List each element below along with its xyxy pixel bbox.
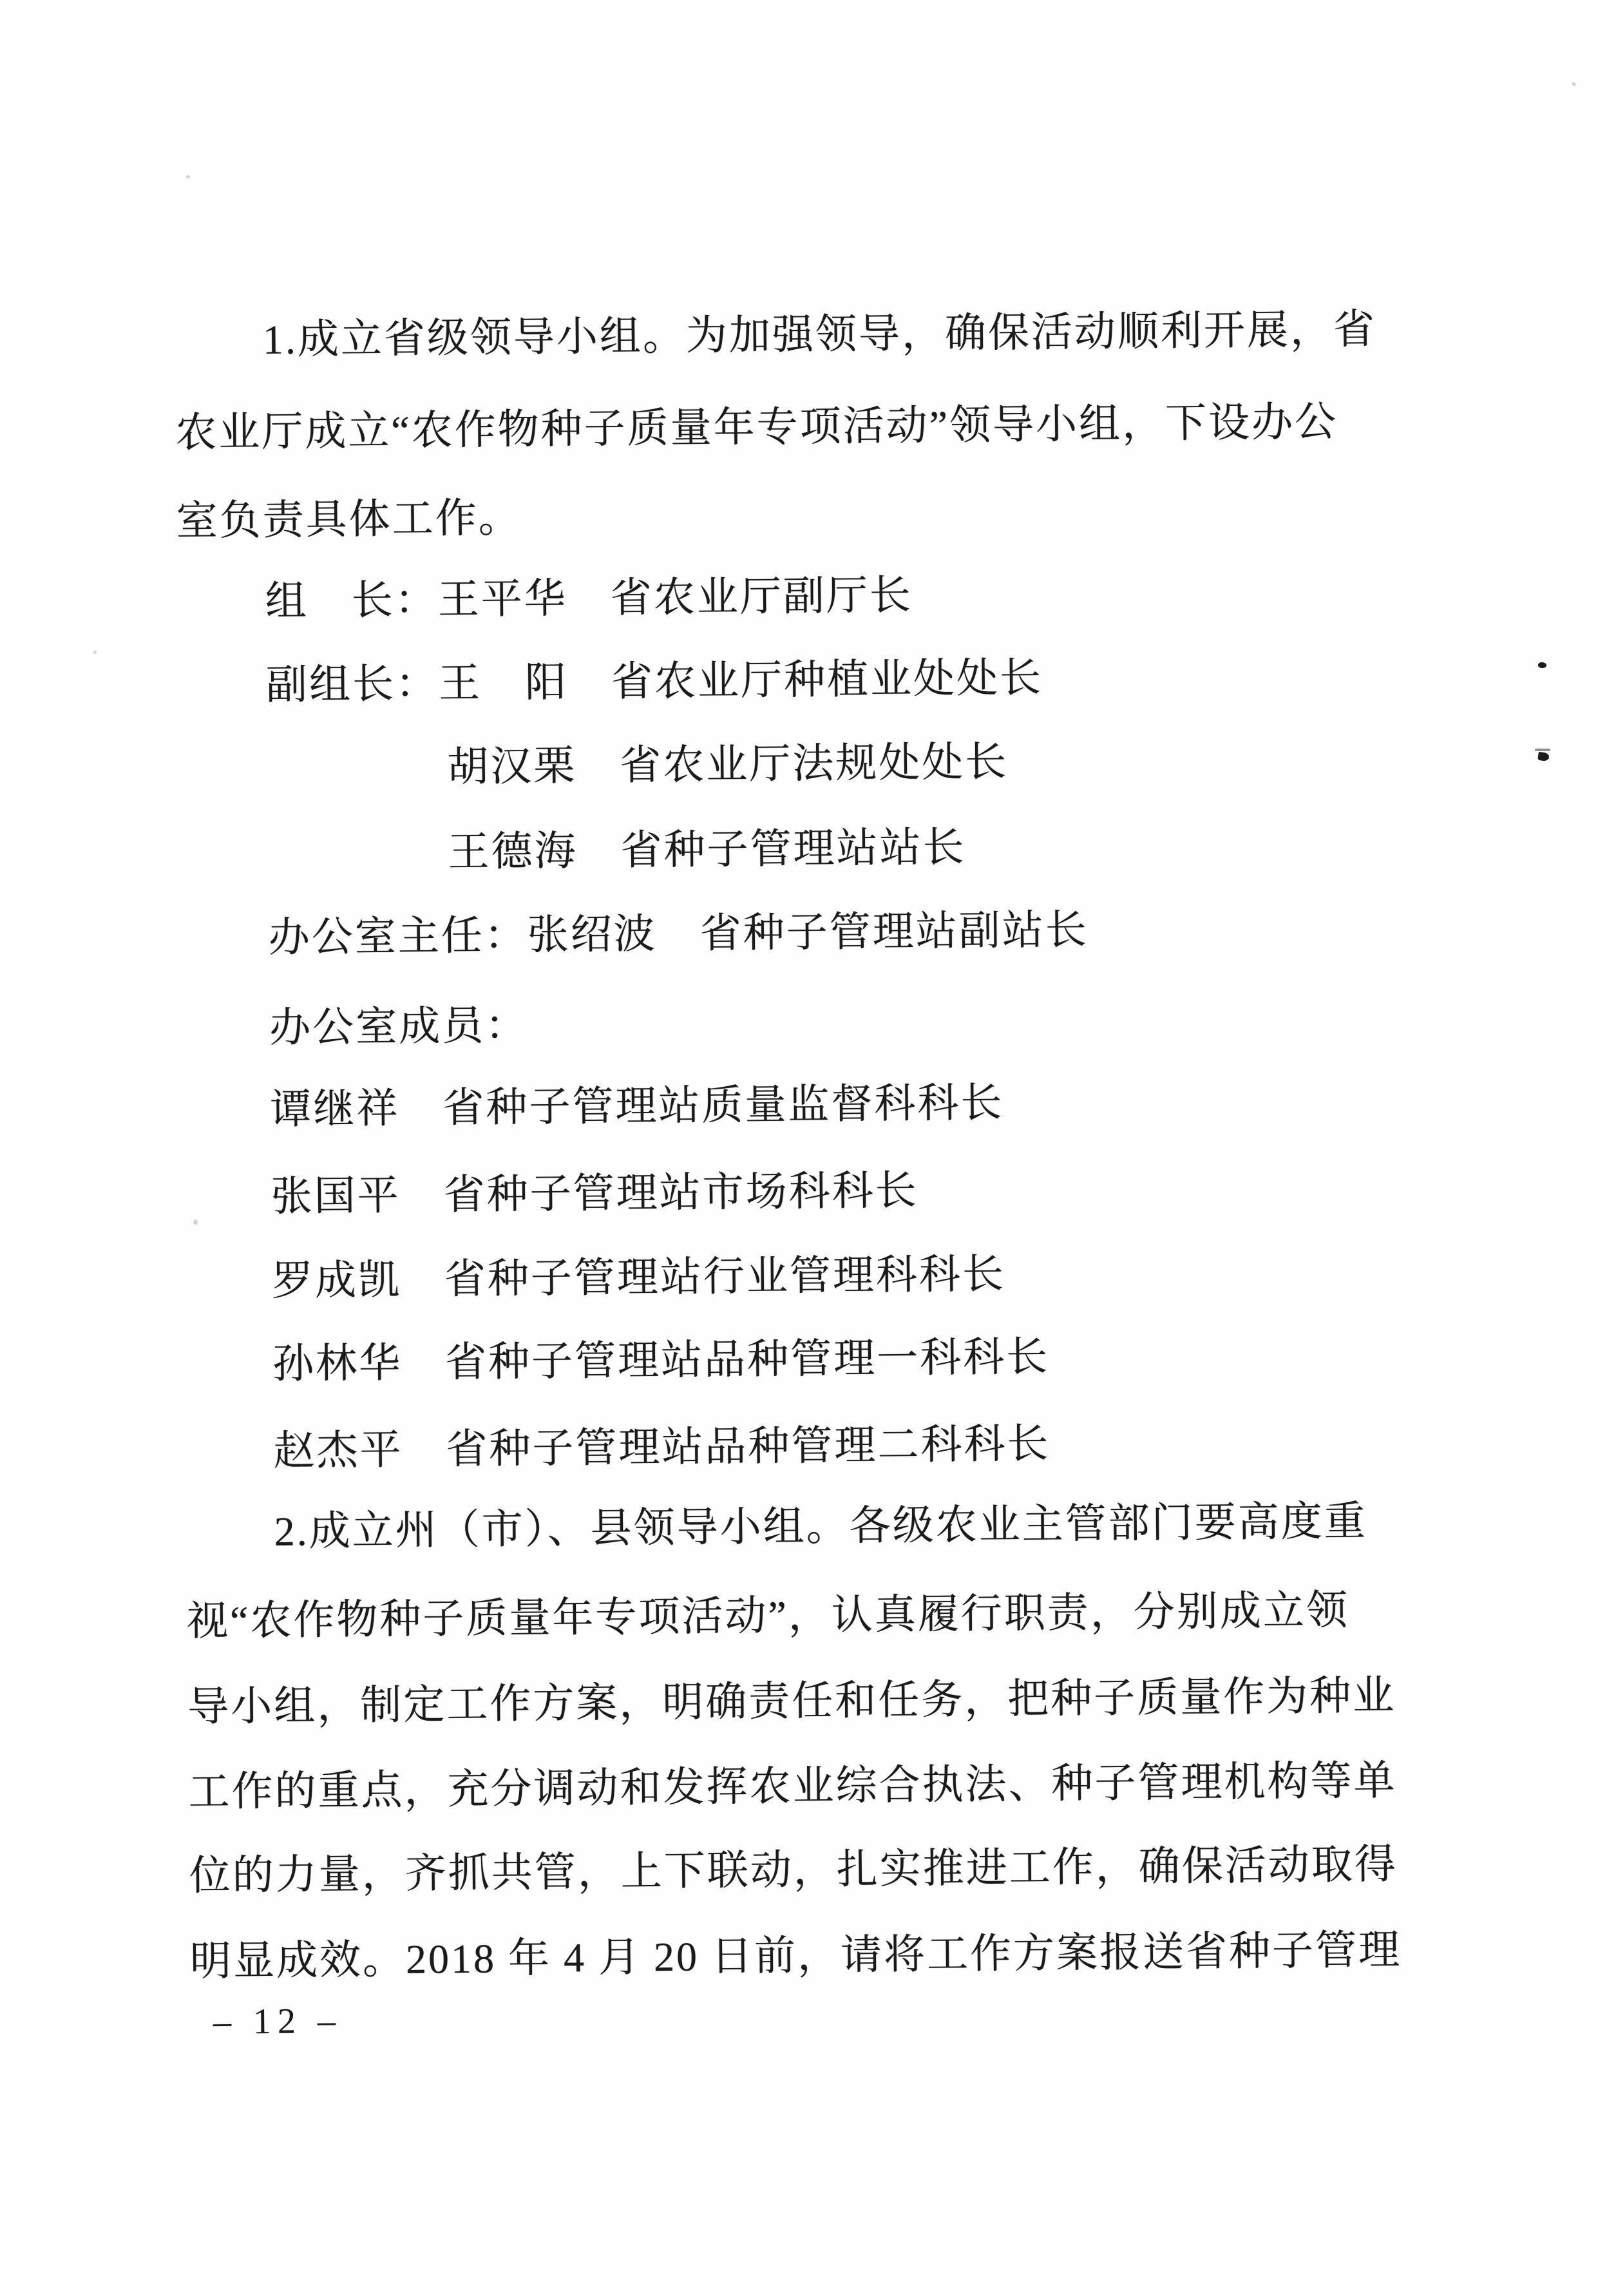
text-line: 视“农作物种子质量年专项活动”，认真履行职责，分别成立领 (186, 1587, 1350, 1645)
text-line-member: 赵杰平 省种子管理站品种管理二科科长 (273, 1421, 1051, 1474)
scan-speck (193, 1220, 198, 1225)
text-line: 位的力量，齐抓共管，上下联动，扎实推进工作，确保活动取得 (189, 1841, 1398, 1899)
text-line: 导小组，制定工作方案，明确责任和任务，把种子质量作为种业 (187, 1672, 1396, 1730)
text-line-deputy-leader: 副组长：王 阳 省农业厅种植业处处长 (265, 655, 1043, 708)
text-line-member: 谭继祥 省种子管理站质量监督科科长 (270, 1079, 1004, 1133)
text-line-member: 孙林华 省种子管理站品种管理一科科长 (272, 1334, 1050, 1387)
text-line-office-members-heading: 办公室成员： (269, 1002, 529, 1051)
scan-speck (93, 651, 97, 654)
text-line-member: 张国平 省种子管理站市场科科长 (271, 1167, 918, 1220)
scan-speck (1535, 749, 1550, 751)
text-line-group-leader: 组 长：王平华 省农业厅副厅长 (265, 572, 913, 624)
text-line-deputy-leader: 胡汉栗 省农业厅法规处处长 (446, 738, 1009, 790)
text-line: 2.成立州（市）、县领导小组。各级农业主管部门要高度重 (274, 1498, 1367, 1555)
text-line-deputy-leader: 王德海 省种子管理站站长 (448, 824, 966, 875)
scan-speck (1538, 662, 1546, 668)
scan-speck (186, 175, 190, 178)
text-line-member: 罗成凯 省种子管理站行业管理科科长 (271, 1250, 1006, 1304)
text-line: 1.成立省级领导小组。为加强领导，确保活动顺利开展，省 (262, 306, 1377, 363)
text-line: 室负责具体工作。 (176, 495, 522, 544)
text-line: 明显成效。2018 年 4 月 20 日前，请将工作方案报送省种子管理 (189, 1927, 1402, 1985)
text-line: 农业厅成立“农作物种子质量年专项活动”领导小组，下设办公 (175, 398, 1338, 456)
text-line-office-director: 办公室主任：张绍波 省种子管理站副站长 (268, 906, 1089, 961)
text-line: 工作的重点，充分调动和发挥农业综合执法、种子管理机构等单 (188, 1757, 1397, 1815)
page-number: – 12 – (213, 2000, 343, 2042)
